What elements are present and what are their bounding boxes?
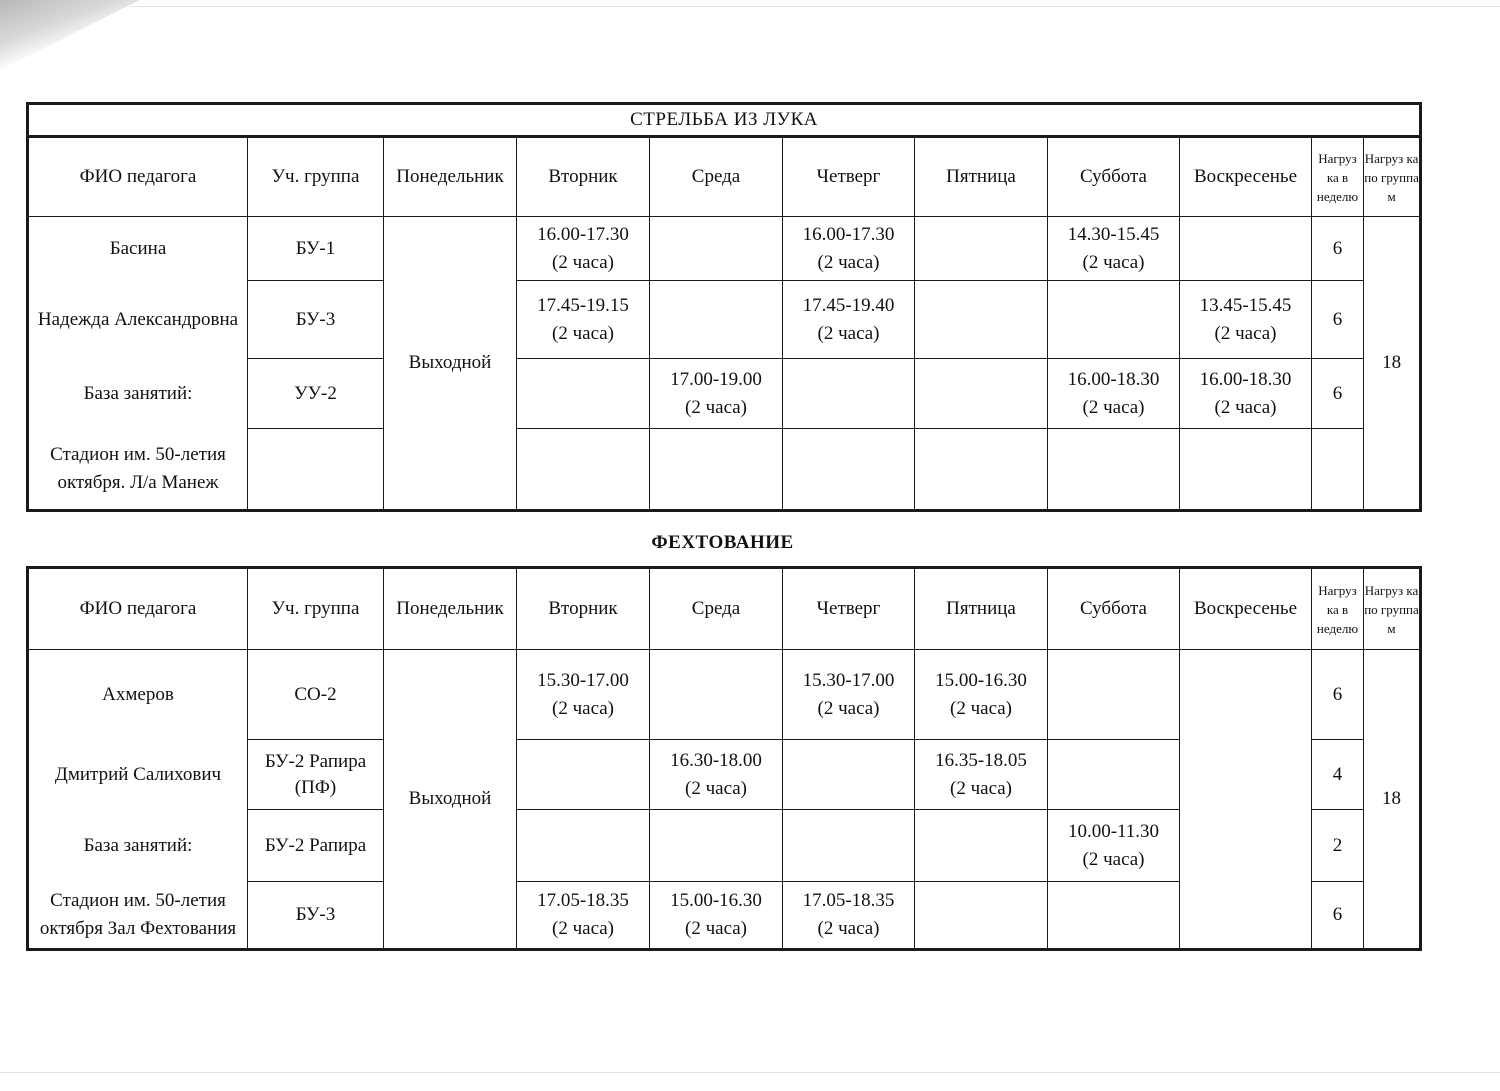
- header-friday: Пятница: [915, 137, 1048, 217]
- empty-cell: [248, 429, 384, 511]
- week-load-cell: 6: [1312, 650, 1364, 740]
- group-load-total: 18: [1364, 217, 1421, 511]
- empty-cell: [915, 810, 1048, 882]
- empty-cell: [517, 810, 650, 882]
- empty-cell: [1312, 429, 1364, 511]
- group-cell: БУ-2 Рапира (ПФ): [248, 740, 384, 810]
- week-load-cell: 4: [1312, 740, 1364, 810]
- header-tuesday: Вторник: [517, 137, 650, 217]
- scan-edge-top: [130, 6, 1500, 7]
- archery-schedule-table: [26, 102, 1422, 512]
- teacher-surname: Ахмеров: [28, 650, 248, 740]
- header-week-load: Нагруз ка в неделю: [1312, 137, 1364, 217]
- header-tuesday: Вторник: [517, 568, 650, 650]
- header-monday: Понедельник: [384, 137, 517, 217]
- slot-cell: 15.30-17.00 (2 часа): [517, 650, 650, 740]
- empty-cell: [1180, 429, 1312, 511]
- empty-cell: [1048, 281, 1180, 359]
- empty-cell: [783, 429, 915, 511]
- header-wednesday: Среда: [650, 568, 783, 650]
- empty-cell: [517, 740, 650, 810]
- header-teacher: ФИО педагога: [28, 137, 248, 217]
- monday-day-off: Выходной: [384, 217, 517, 511]
- slot-cell: 16.00-17.30 (2 часа): [783, 217, 915, 281]
- empty-cell: [1048, 882, 1180, 950]
- week-load-cell: 2: [1312, 810, 1364, 882]
- header-sunday: Воскресенье: [1180, 137, 1312, 217]
- empty-cell: [650, 650, 783, 740]
- week-load-cell: 6: [1312, 882, 1364, 950]
- header-thursday: Четверг: [783, 568, 915, 650]
- empty-cell: [915, 359, 1048, 429]
- header-sunday: Воскресенье: [1180, 568, 1312, 650]
- base-location: Стадион им. 50-летия октября. Л/а Манеж: [28, 429, 248, 511]
- empty-cell: [1180, 217, 1312, 281]
- week-load-cell: 6: [1312, 281, 1364, 359]
- header-group: Уч. группа: [248, 137, 384, 217]
- header-friday: Пятница: [915, 568, 1048, 650]
- teacher-surname: Басина: [28, 217, 248, 281]
- empty-cell: [650, 217, 783, 281]
- slot-cell: 17.05-18.35 (2 часа): [783, 882, 915, 950]
- slot-cell: 16.35-18.05 (2 часа): [915, 740, 1048, 810]
- empty-cell: [783, 810, 915, 882]
- empty-cell: [517, 359, 650, 429]
- sunday-empty: [1180, 650, 1312, 950]
- base-location: Стадион им. 50-летия октября Зал Фехтования: [28, 882, 248, 950]
- slot-cell: 15.00-16.30 (2 часа): [650, 882, 783, 950]
- empty-cell: [915, 281, 1048, 359]
- slot-cell: 14.30-15.45 (2 часа): [1048, 217, 1180, 281]
- group-cell: СО-2: [248, 650, 384, 740]
- slot-cell: 17.45-19.40 (2 часа): [783, 281, 915, 359]
- week-load-cell: 6: [1312, 359, 1364, 429]
- empty-cell: [517, 429, 650, 511]
- group-cell: БУ-3: [248, 281, 384, 359]
- empty-cell: [650, 810, 783, 882]
- base-label: База занятий:: [28, 810, 248, 882]
- slot-cell: 16.00-18.30 (2 часа): [1048, 359, 1180, 429]
- header-group-load: Нагруз ка по группа м: [1364, 137, 1421, 217]
- header-monday: Понедельник: [384, 568, 517, 650]
- week-load-cell: 6: [1312, 217, 1364, 281]
- slot-cell: 15.30-17.00 (2 часа): [783, 650, 915, 740]
- slot-cell: 16.30-18.00 (2 часа): [650, 740, 783, 810]
- header-thursday: Четверг: [783, 137, 915, 217]
- header-group-load: Нагруз ка по группа м: [1364, 568, 1421, 650]
- empty-cell: [783, 359, 915, 429]
- slot-cell: 16.00-17.30 (2 часа): [517, 217, 650, 281]
- slot-cell: 10.00-11.30 (2 часа): [1048, 810, 1180, 882]
- group-load-total: 18: [1364, 650, 1421, 950]
- header-week-load: Нагруз ка в неделю: [1312, 568, 1364, 650]
- teacher-given-names: Надежда Александровна: [28, 281, 248, 359]
- empty-cell: [1048, 429, 1180, 511]
- header-saturday: Суббота: [1048, 568, 1180, 650]
- empty-cell: [650, 429, 783, 511]
- group-cell: БУ-2 Рапира: [248, 810, 384, 882]
- empty-cell: [915, 217, 1048, 281]
- archery-title: СТРЕЛЬБА ИЗ ЛУКА: [28, 104, 1421, 137]
- scan-corner-shadow: [0, 0, 140, 70]
- scan-edge-bottom: [0, 1072, 1500, 1073]
- group-cell: БУ-3: [248, 882, 384, 950]
- monday-day-off: Выходной: [384, 650, 517, 950]
- slot-cell: 17.00-19.00 (2 часа): [650, 359, 783, 429]
- header-wednesday: Среда: [650, 137, 783, 217]
- header-saturday: Суббота: [1048, 137, 1180, 217]
- empty-cell: [915, 882, 1048, 950]
- group-cell: БУ-1: [248, 217, 384, 281]
- fencing-title: ФЕХТОВАНИЕ: [651, 532, 794, 553]
- header-teacher: ФИО педагога: [28, 568, 248, 650]
- slot-cell: 17.45-19.15 (2 часа): [517, 281, 650, 359]
- base-label: База занятий:: [28, 359, 248, 429]
- empty-cell: [1048, 650, 1180, 740]
- teacher-given-names: Дмитрий Салихович: [28, 740, 248, 810]
- slot-cell: 16.00-18.30 (2 часа): [1180, 359, 1312, 429]
- empty-cell: [650, 281, 783, 359]
- empty-cell: [915, 429, 1048, 511]
- group-cell: УУ-2: [248, 359, 384, 429]
- empty-cell: [783, 740, 915, 810]
- fencing-schedule-table: [26, 566, 1422, 951]
- slot-cell: 17.05-18.35 (2 часа): [517, 882, 650, 950]
- header-group: Уч. группа: [248, 568, 384, 650]
- slot-cell: 15.00-16.30 (2 часа): [915, 650, 1048, 740]
- empty-cell: [1048, 740, 1180, 810]
- slot-cell: 13.45-15.45 (2 часа): [1180, 281, 1312, 359]
